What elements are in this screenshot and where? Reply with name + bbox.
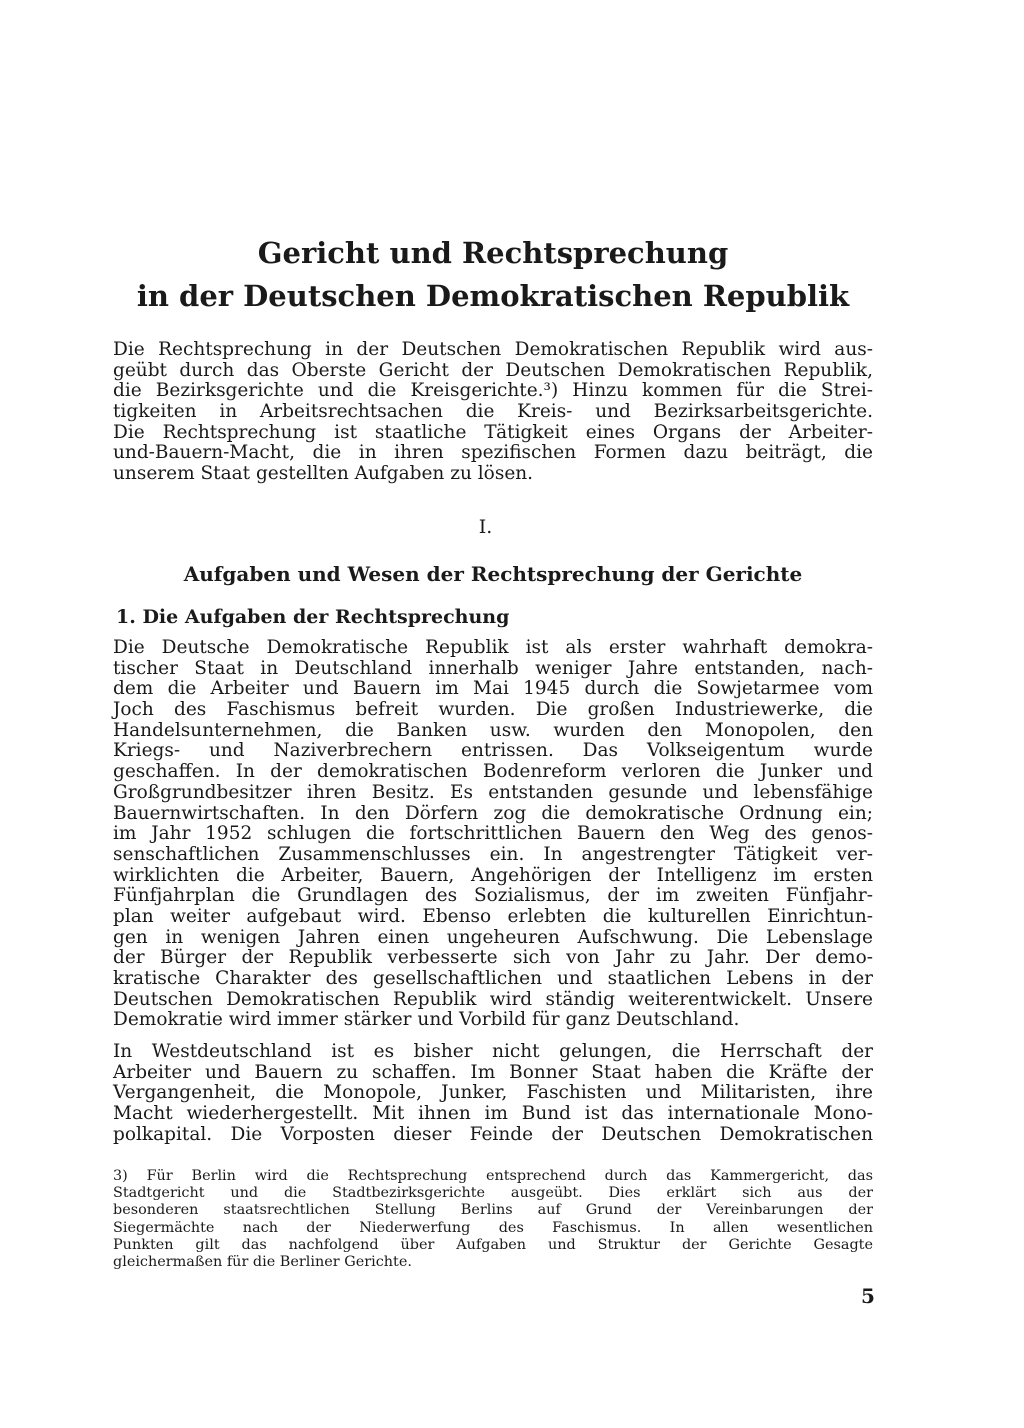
- text-line: Vergangenheit, die Monopole, Junker, Faschisten und Militaristen, ihre: [113, 1082, 873, 1104]
- text-line: Fünfjahrplan die Grundlagen des Sozialismus, der im zweiten Fünfjahr-: [113, 885, 873, 907]
- footnote-line: besonderen staatsrechtlichen Stellung Berlins auf Grund der Vereinbarungen der: [113, 1202, 873, 1219]
- text-line: Großgrundbesitzer ihren Besitz. Es entstanden gesunde und lebensfähige: [113, 781, 873, 803]
- text-line: Die Rechtsprechung in der Deutschen Demokratischen Republik wird aus-: [113, 339, 873, 360]
- text-line: Handelsunternehmen, die Banken usw. wurden den Monopolen, den: [113, 719, 873, 741]
- body-paragraph-2: [113, 1042, 873, 1145]
- text-line: geschaffen. In der demokratischen Bodenreform verloren die Junker und: [113, 761, 873, 783]
- text-line: tischer Staat in Deutschland innerhalb weniger Jahre entstanden, nach-: [113, 657, 873, 679]
- text-line: Kriegs- und Naziverbrechern entrissen. Das Volkseigentum wurde: [113, 740, 873, 762]
- text-line: Die Deutsche Demokratische Republik ist als erster wahrhaft demokra-: [113, 637, 873, 658]
- text-line: senschaftlichen Zusammenschlusses ein. In angestrengter Tätigkeit ver-: [113, 843, 873, 865]
- section-title: Aufgaben und Wesen der Rechtsprechung der Gerichte: [183, 562, 803, 586]
- text-line: der Bürger der Republik verbesserte sich von Jahr zu Jahr. Der demo-: [113, 947, 873, 969]
- document-page: [113, 0, 873, 1428]
- title-line-2: in der Deutschen Demokratischen Republik: [136, 279, 850, 313]
- footnote-line: Stadtgericht und die Stadtbezirksgerichte ausgeübt. Dies erklärt sich aus der: [113, 1185, 873, 1202]
- text-line: Joch des Faschismus befreit wurden. Die großen Industriewerke, die: [113, 699, 873, 721]
- text-line: Die Rechtsprechung ist staatliche Tätigkeit eines Organs der Arbeiter-: [113, 421, 873, 443]
- text-line: Deutschen Demokratischen Republik wird ständig weiterentwickelt. Unsere: [113, 988, 873, 1010]
- text-line: plan weiter aufgebaut wird. Ebenso erlebten die kulturellen Einrichtun-: [113, 905, 873, 927]
- body-paragraph-1: [113, 638, 873, 1031]
- subsection-heading: 1. Die Aufgaben der Rechtsprechung: [116, 606, 510, 628]
- text-line: polkapital. Die Vorposten dieser Feinde der Deutschen Demokratischen: [113, 1123, 873, 1145]
- text-line: gen in wenigen Jahren einen ungeheuren Aufschwung. Die Lebenslage: [113, 926, 873, 948]
- text-line: und-Bauern-Macht, die in ihren spezifischen Formen dazu beiträgt, die: [113, 442, 873, 464]
- text-line: unserem Staat gestellten Aufgaben zu lösen.: [113, 463, 534, 485]
- text-line: Macht wiederhergestellt. Mit ihnen im Bund ist das internationale Mono-: [113, 1103, 873, 1125]
- text-line: im Jahr 1952 schlugen die fortschrittlichen Bauern den Weg des genos-: [113, 823, 873, 845]
- footnote-line: 3) Für Berlin wird die Rechtsprechung entsprechend durch das Kammergericht, das: [113, 1168, 873, 1184]
- text-line: die Bezirksgerichte und die Kreisgerichte.³) Hinzu kommen für die Strei-: [113, 380, 873, 402]
- page-number: 5: [861, 1284, 875, 1308]
- text-line: kratische Charakter des gesellschaftlichen und staatlichen Lebens in der: [113, 968, 873, 989]
- intro-paragraph: [113, 340, 873, 485]
- text-line: tigkeiten in Arbeitsrechtsachen die Kreis- und Bezirksarbeitsgerichte.: [113, 401, 873, 423]
- text-line: Arbeiter und Bauern zu schaffen. Im Bonner Staat haben die Kräfte der: [113, 1061, 873, 1083]
- text-line: Demokratie wird immer stärker und Vorbild für ganz Deutschland.: [113, 1009, 740, 1031]
- footnote-line: gleichermaßen für die Berliner Gerichte.: [113, 1253, 412, 1270]
- title-line-1: Gericht und Rechtsprechung: [257, 236, 729, 270]
- text-line: dem die Arbeiter und Bauern im Mai 1945 durch die Sowjetarmee vom: [113, 678, 873, 700]
- page-title: [113, 232, 873, 318]
- section-number: I.: [478, 516, 493, 538]
- text-line: Bauernwirtschaften. In den Dörfern zog die demokratische Ordnung ein;: [113, 802, 873, 824]
- text-line: In Westdeutschland ist es bisher nicht gelungen, die Herrschaft der: [113, 1041, 873, 1062]
- text-line: wirklichten die Arbeiter, Bauern, Angehörigen der Intelligenz im ersten: [113, 864, 873, 886]
- footnote-line: Punkten gilt das nachfolgend über Aufgaben und Struktur der Gerichte Gesagte: [113, 1236, 873, 1253]
- footnote-line: Siegermächte nach der Niederwerfung des Faschismus. In allen wesentlichen: [113, 1219, 873, 1236]
- footnote: [113, 1168, 873, 1271]
- text-line: geübt durch das Oberste Gericht der Deutschen Demokratischen Republik,: [113, 359, 873, 381]
